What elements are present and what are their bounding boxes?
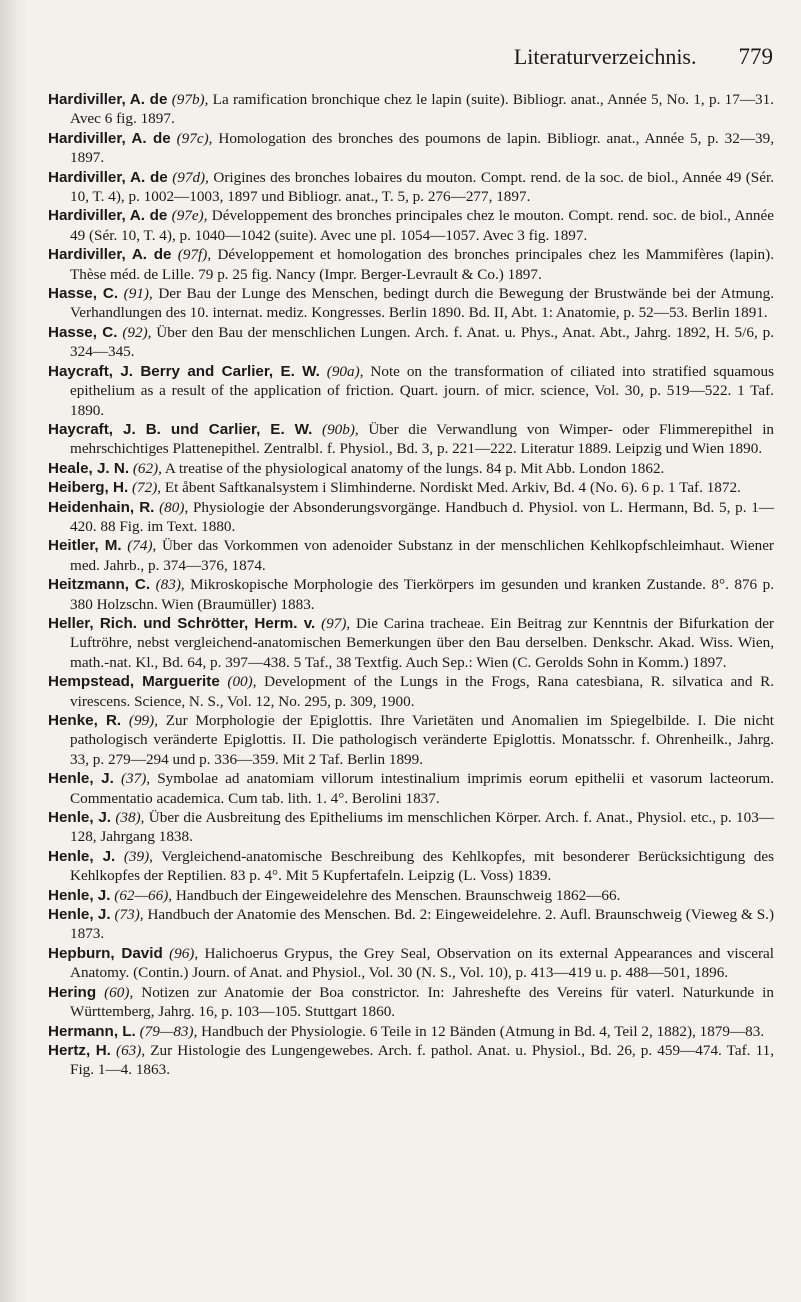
- entry-text: , Mikroskopische Morphologie des Tierkörpers im gesunden und kranken Zustande. 8°. 876 p. 380 Holzschn. Wien (Braumüller) 1883.: [70, 576, 774, 613]
- entry-reference-key: (99): [128, 712, 155, 729]
- entry-author: Hardiviller, A. de: [48, 168, 168, 186]
- page-binding-shadow: [0, 0, 28, 1302]
- entry-text: , Physiologie der Absonderungsvorgänge. Handbuch d. Physiol. von L. Hermann, Bd. 5, p. 1—420. 88 Fig. im Text. 1880.: [70, 498, 775, 535]
- bibliography-entry: [48, 245, 774, 284]
- entry-text: , A treatise of the physiological anatomy of the lungs. 84 p. Mit Abb. London 1862.: [158, 459, 665, 477]
- entry-reference-key: (97c): [176, 129, 209, 147]
- entry-reference-key: (90a): [326, 362, 360, 380]
- bibliography-entry: [48, 459, 774, 478]
- entry-author: Heiberg, H.: [48, 479, 129, 497]
- bibliography-entry: [48, 420, 774, 459]
- bibliography-entry: [48, 769, 774, 808]
- entry-author: Henle, J.: [48, 906, 111, 924]
- running-title: Literaturverzeichnis.: [513, 44, 697, 69]
- entry-text: , Développement et homologation des bronches principales chez les Mammifères (lapin). Thèse méd. de Lille. 79 p. 25 fig. Nancy (Impr. Berger-Levrault & Co.) 1897.: [70, 246, 774, 283]
- entry-author: Hardiviller, A. de: [48, 246, 172, 264]
- entry-author: Henle, J.: [48, 847, 116, 865]
- entry-author: Hepburn, David: [48, 944, 163, 962]
- entry-text: , Homologation des bronches des poumons de lapin. Bibliogr. anat., Année 5, p. 32—39, 1897.: [70, 129, 774, 167]
- bibliography-entry: [48, 944, 774, 983]
- entry-reference-key: (90b): [322, 420, 355, 438]
- bibliography-entry: [48, 983, 774, 1022]
- entry-text: , Halichoerus Grypus, the Grey Seal, Observation on its external Appearances and visceral Anatomy. (Contin.) Journ. of Anat. and Physiol., Vol. 30 (N. S., Vol. 10), p. 413—419 u. p. 488—501, 1896.: [70, 944, 775, 982]
- entry-author: Hertz, H.: [48, 1041, 111, 1059]
- entry-text: , Développement des bronches principales chez le mouton. Compt. rend. soc. de biol., Année 49 (Sér. 10, T. 4), p. 1040—1042 (suite). Avec une pl. 1054—1057. Avec 3 fig. 1897.: [70, 207, 774, 244]
- entry-reference-key: (97d): [172, 168, 206, 186]
- entry-author: Henle, J.: [48, 770, 114, 788]
- entry-author: Heitzmann, C.: [48, 576, 151, 594]
- entry-text: , Handbuch der Anatomie des Menschen. Bd. 2: Eingeweidelehre. 2. Aufl. Braunschweig (Vieweg & S.) 1873.: [70, 906, 775, 943]
- entry-reference-key: (73): [114, 906, 140, 924]
- entry-author: Hardiviller, A. de: [48, 207, 168, 225]
- entry-author: Hardiviller, A. de: [48, 91, 168, 108]
- entry-reference-key: (97b): [171, 91, 205, 108]
- bibliography-entry: [48, 1041, 774, 1080]
- bibliography-entry: [48, 129, 774, 168]
- bibliography-entry: [48, 614, 774, 672]
- entry-author: Heitler, M.: [48, 537, 122, 555]
- entry-text: , Handbuch der Eingeweidelehre des Menschen. Braunschweig 1862—66.: [168, 886, 621, 904]
- entry-reference-key: (83): [155, 576, 181, 594]
- entry-text: , Die Carina tracheae. Ein Beitrag zur Kenntnis der Bifurkation der Luftröhre, nebst vergleichend-anatomischen Bemerkungen über den Bau derselben. Denkschr. Akad. Wiss. Wien, math.-nat. Kl., Bd. 64, p. 397—438. 5 Taf., 38 Textfig. Auch Sep.: Wien (C. Gerolds Sohn in Komm.) 1897.: [70, 614, 774, 671]
- entry-text: , Über den Bau der menschlichen Lungen. Arch. f. Anat. u. Phys., Anat. Abt., Jahrg. 1892, H. 5/6, p. 324—345.: [70, 323, 774, 361]
- entry-reference-key: (60): [104, 983, 130, 1001]
- bibliography-entry: [48, 575, 774, 614]
- entry-author: Henle, J.: [48, 886, 111, 904]
- entry-text: , Origines des bronches lobaires du mouton. Compt. rend. de la soc. de biol., Année 49 (Sér. 10, T. 4), p. 1002—1003, 1897 und Bibliogr. anat., T. 5, p. 276—277, 1897.: [70, 168, 775, 206]
- bibliography-entry: [48, 672, 774, 711]
- bibliography-entry: [48, 847, 774, 886]
- bibliography-entry: [48, 362, 774, 420]
- entry-reference-key: (39): [123, 847, 150, 865]
- entry-author: Heale, J. N.: [48, 459, 130, 477]
- bibliography-entry: [48, 90, 774, 129]
- bibliography-entry: [48, 168, 774, 207]
- entry-reference-key: (37): [120, 770, 147, 788]
- entry-reference-key: (00): [227, 673, 253, 691]
- entry-author: Heidenhain, R.: [48, 498, 155, 516]
- entry-reference-key: (97e): [171, 207, 204, 225]
- entry-reference-key: (97): [321, 614, 347, 632]
- entry-reference-key: (91): [123, 285, 149, 303]
- bibliography-entry: [48, 323, 774, 362]
- entry-reference-key: (72): [131, 479, 158, 497]
- entry-text: , Vergleichend-anatomische Beschreibung des Kehlkopfes, mit besonderer Berücksichtigung des Kehlkopfes der Reptilien. 83 p. 4°. Mit 5 Kupfertafeln. Leipzig (L. Voss) 1839.: [70, 847, 775, 885]
- entry-reference-key: (96): [169, 944, 195, 962]
- entry-author: Hermann, L.: [48, 1022, 136, 1040]
- entry-author: Hering: [48, 983, 97, 1001]
- bibliography-entry: [48, 711, 774, 769]
- entry-reference-key: (97f): [177, 246, 208, 264]
- bibliography-entry: [48, 905, 774, 944]
- bibliography-entry: [48, 808, 774, 847]
- bibliography-entry: [48, 206, 774, 245]
- entry-reference-key: (38): [115, 809, 141, 827]
- entry-author: Henke, R.: [48, 712, 122, 729]
- entry-reference-key: (62—66): [114, 886, 169, 904]
- entry-reference-key: (63): [116, 1041, 142, 1059]
- entry-author: Haycraft, J. B. und Carlier, E. W.: [48, 420, 313, 438]
- entry-text: , Note on the transformation of ciliated into stratified squamous epithelium as a result of the application of friction. Quart. journ. of micr. science, Vol. 30, p. 519—522. 1 Taf. 1890.: [70, 362, 774, 419]
- entry-text: , Über die Ausbreitung des Epitheliums im menschlichen Körper. Arch. f. Anat., Physiol. etc., p. 103—128, Jahrgang 1838.: [70, 809, 775, 846]
- entry-text: , La ramification bronchique chez le lapin (suite). Bibliogr. anat., Année 5, No. 1, p. 17—31. Avec 6 fig. 1897.: [70, 91, 775, 128]
- entry-reference-key: (80): [159, 498, 185, 516]
- entry-author: Heller, Rich. und Schrötter, Herm. v.: [48, 614, 316, 632]
- entry-reference-key: (79—83): [139, 1022, 194, 1040]
- entry-reference-key: (74): [127, 537, 153, 555]
- entry-author: Hasse, C.: [48, 285, 119, 303]
- entry-text: , Et åbent Saftkanalsystem i Slimhinderne. Nordiskt Med. Arkiv, Bd. 4 (No. 6). 6 p. 1 Taf. 1872.: [157, 479, 741, 497]
- bibliography-entry: [48, 284, 774, 323]
- entry-reference-key: (92): [122, 323, 148, 341]
- running-header: [120, 44, 773, 76]
- entry-text: , Notizen zur Anatomie der Boa constrictor. In: Jahreshefte des Vereins für vaterl. Naturkunde in Württemberg, Jahrg. 16, p. 103—105. Stuttgart 1860.: [70, 983, 774, 1021]
- entry-text: , Über die Verwandlung von Wimper- oder Flimmerepithel in mehrschichtiges Plattenepithel. Zentralbl. f. Physiol., Bd. 3, p. 221—222. Literatur 1889. Leipzig und Wien 1890.: [70, 420, 775, 458]
- bibliography-list: [48, 90, 774, 1080]
- entry-text: , Der Bau der Lunge des Menschen, bedingt durch die Bewegung der Brustwände bei der Atmung. Verhandlungen des 10. internat. mediz. Kongresses. Berlin 1890. Bd. II, Abt. 1: Anatomie, p. 52—53. Berlin 1891.: [70, 285, 775, 322]
- entry-text: , Über das Vorkommen von adenoider Substanz in der menschlichen Kehlkopfschleimhaut. Wiener med. Jahrb., p. 374—376, 1874.: [70, 537, 774, 574]
- entry-text: , Zur Morphologie der Epiglottis. Ihre Varietäten und Anomalien im Spiegelbilde. I. Die nicht pathologisch veränderte Epiglottis. II. Die pathologisch veränderte Epiglottis. Monatsschr. f. Ohrenheilk., Jahrg. 33, p. 279—294 und p. 336—359. Mit 2 Taf. Berlin 1899.: [70, 712, 775, 768]
- entry-author: Hasse, C.: [48, 323, 118, 341]
- entry-author: Haycraft, J. Berry and Carlier, E. W.: [48, 362, 320, 380]
- entry-text: , Zur Histologie des Lungengewebes. Arch. f. pathol. Anat. u. Physiol., Bd. 26, p. 459—474. Taf. 11, Fig. 1—4. 1863.: [70, 1041, 774, 1079]
- bibliography-entry: [48, 886, 774, 905]
- entry-text: , Symbolae ad anatomiam villorum intestinalium imprimis eorum epithelii et vasorum lacteorum. Commentatio academica. Cum tab. lith. 1. 4°. Berolini 1837.: [70, 770, 775, 807]
- entry-text: , Development of the Lungs in the Frogs, Rana catesbiana, R. silvatica and R. virescens. Science, N. S., Vol. 12, No. 295, p. 309, 1900.: [70, 673, 775, 710]
- bibliography-entry: [48, 478, 774, 497]
- page-number: 779: [738, 44, 773, 69]
- entry-text: , Handbuch der Physiologie. 6 Teile in 12 Bänden (Atmung in Bd. 4, Teil 2, 1882), 1879—83.: [193, 1022, 765, 1040]
- entry-author: Hardiviller, A. de: [48, 129, 171, 147]
- bibliography-entry: [48, 498, 774, 537]
- entry-reference-key: (62): [132, 459, 159, 477]
- entry-author: Hempstead, Marguerite: [48, 673, 220, 691]
- entry-author: Henle, J.: [48, 809, 111, 827]
- bibliography-entry: [48, 1022, 774, 1041]
- bibliography-entry: [48, 536, 774, 575]
